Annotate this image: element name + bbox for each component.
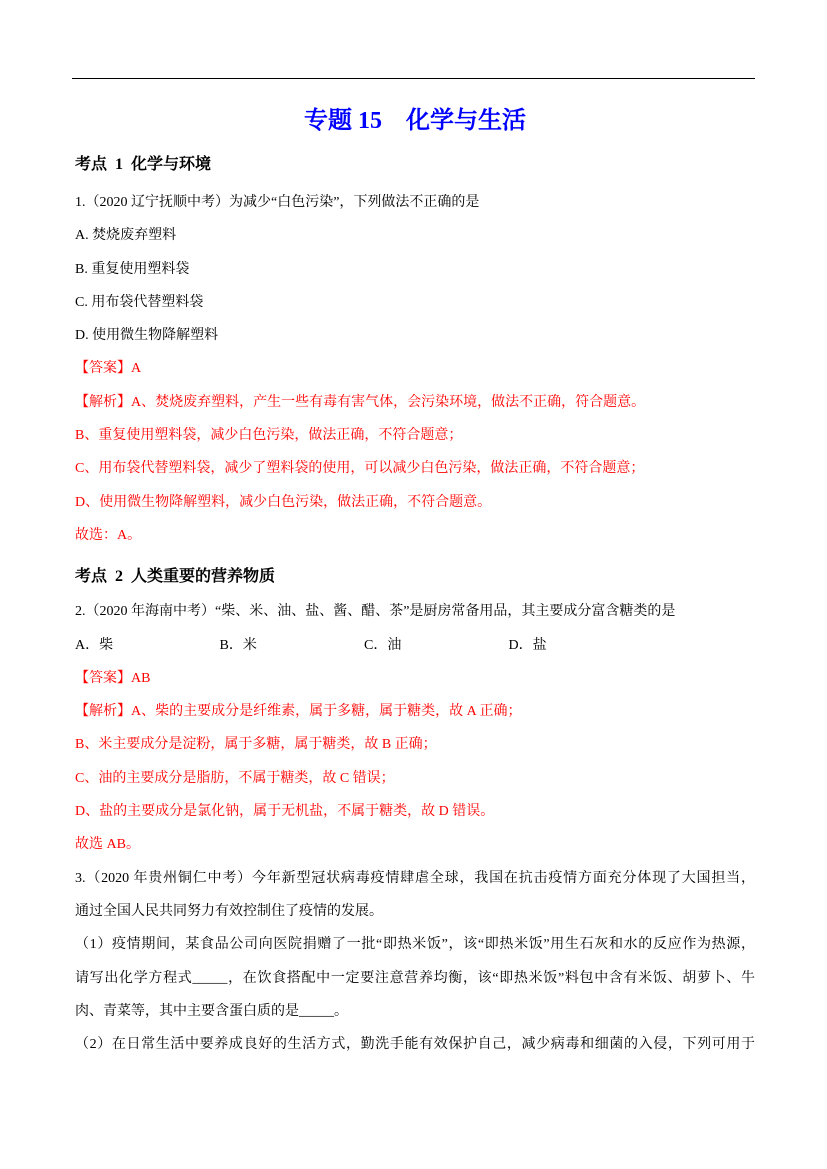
options-row bbox=[75, 629, 755, 662]
question-stem bbox=[75, 595, 755, 628]
question-2 bbox=[75, 595, 755, 861]
document-body bbox=[75, 101, 755, 1061]
question-number: 1. bbox=[75, 195, 86, 210]
analysis-line: D、使用微生物降解塑料，减少白色污染，做法正确，不符合题意。 bbox=[75, 494, 492, 510]
question-3 bbox=[75, 862, 755, 1062]
analysis-line: B、重复使用塑料袋，减少白色污染，做法正确，不符合题意； bbox=[75, 428, 463, 444]
conclusion-line: 故选：A。 bbox=[75, 527, 142, 543]
question-source: （2020 年贵州铜仁中考） bbox=[85, 870, 252, 886]
question-number: 2. bbox=[75, 604, 86, 620]
question-text-line: 通过全国人民共同努力有效控制住了疫情的发展。 bbox=[75, 903, 383, 919]
option-c: C．油 bbox=[364, 637, 402, 653]
header-rule bbox=[72, 78, 755, 79]
question-text: 今年新型冠状病毒疫情肆虐全球，我国在抗击疫情方面充分体现了大国担当， bbox=[252, 870, 755, 886]
sub-question-2-line: （2）在日常生活中要养成良好的生活方式，勤洗手能有效保护自己，减少病毒和细菌的入侵，下列可用于 bbox=[75, 1037, 755, 1053]
sub-question-1-line: （1）疫情期间，某食品公司向医院捐赠了一批“即热米饭”，该“即热米饭”用生石灰和水的反应作为热源， bbox=[75, 937, 755, 953]
option-b: B．米 bbox=[219, 637, 257, 653]
option-b: B. 重复使用塑料袋 bbox=[75, 261, 190, 277]
question-text: 为减少“白色污染”，下列做法不正确的是 bbox=[229, 195, 480, 210]
question-1 bbox=[75, 186, 755, 552]
analysis-line: C、用布袋代替塑料袋，减少了塑料袋的使用，可以减少白色污染，做法正确，不符合题意； bbox=[75, 461, 645, 477]
question-stem bbox=[75, 862, 755, 895]
question-text: “柴、米、油、盐、酱、醋、茶”是厨房常备用品，其主要成分富含糖类的是 bbox=[215, 604, 676, 620]
option-a: A. 焚烧废弃塑料 bbox=[75, 228, 177, 244]
option-a: A．柴 bbox=[75, 637, 114, 653]
section-heading: 考点 1 化学与环境 bbox=[75, 156, 212, 173]
option-d: D．盐 bbox=[508, 637, 547, 653]
analysis-line: D、盐的主要成分是氯化钠，属于无机盐，不属于糖类，故 D 错误。 bbox=[75, 804, 495, 820]
sub-question-1-line: 肉、青菜等，其中主要含蛋白质的是_____。 bbox=[75, 1003, 348, 1019]
section-heading: 考点 2 人类重要的营养物质 bbox=[75, 568, 276, 586]
answer-line: 【答案】AB bbox=[75, 670, 151, 686]
sub-question-1-line: 请写出化学方程式_____，在饮食搭配中一定要注意营养均衡，该“即热米饭”料包中含有米饭、胡萝卜、牛 bbox=[75, 970, 755, 986]
conclusion-line: 故选 AB。 bbox=[75, 837, 140, 853]
analysis-line: C、油的主要成分是脂肪，不属于糖类，故 C 错误； bbox=[75, 770, 395, 786]
option-d: D. 使用微生物降解塑料 bbox=[75, 328, 219, 344]
question-stem bbox=[75, 186, 755, 219]
page-title: 专题 15 化学与生活 bbox=[304, 108, 526, 134]
question-source: （2020 辽宁抚顺中考） bbox=[85, 195, 229, 210]
analysis-line: 【解析】A、柴的主要成分是纤维素，属于多糖，属于糖类，故 A 正确； bbox=[75, 704, 522, 720]
analysis-line: B、米主要成分是淀粉，属于多糖，属于糖类，故 B 正确； bbox=[75, 737, 437, 753]
analysis-line: 【解析】A、焚烧废弃塑料，产生一些有毒有害气体，会污染环境，做法不正确，符合题意。 bbox=[75, 394, 646, 410]
option-c: C. 用布袋代替塑料袋 bbox=[75, 294, 204, 310]
answer-line: 【答案】A bbox=[75, 361, 142, 377]
question-number: 3. bbox=[75, 870, 86, 886]
question-source: （2020 年海南中考） bbox=[85, 604, 215, 620]
